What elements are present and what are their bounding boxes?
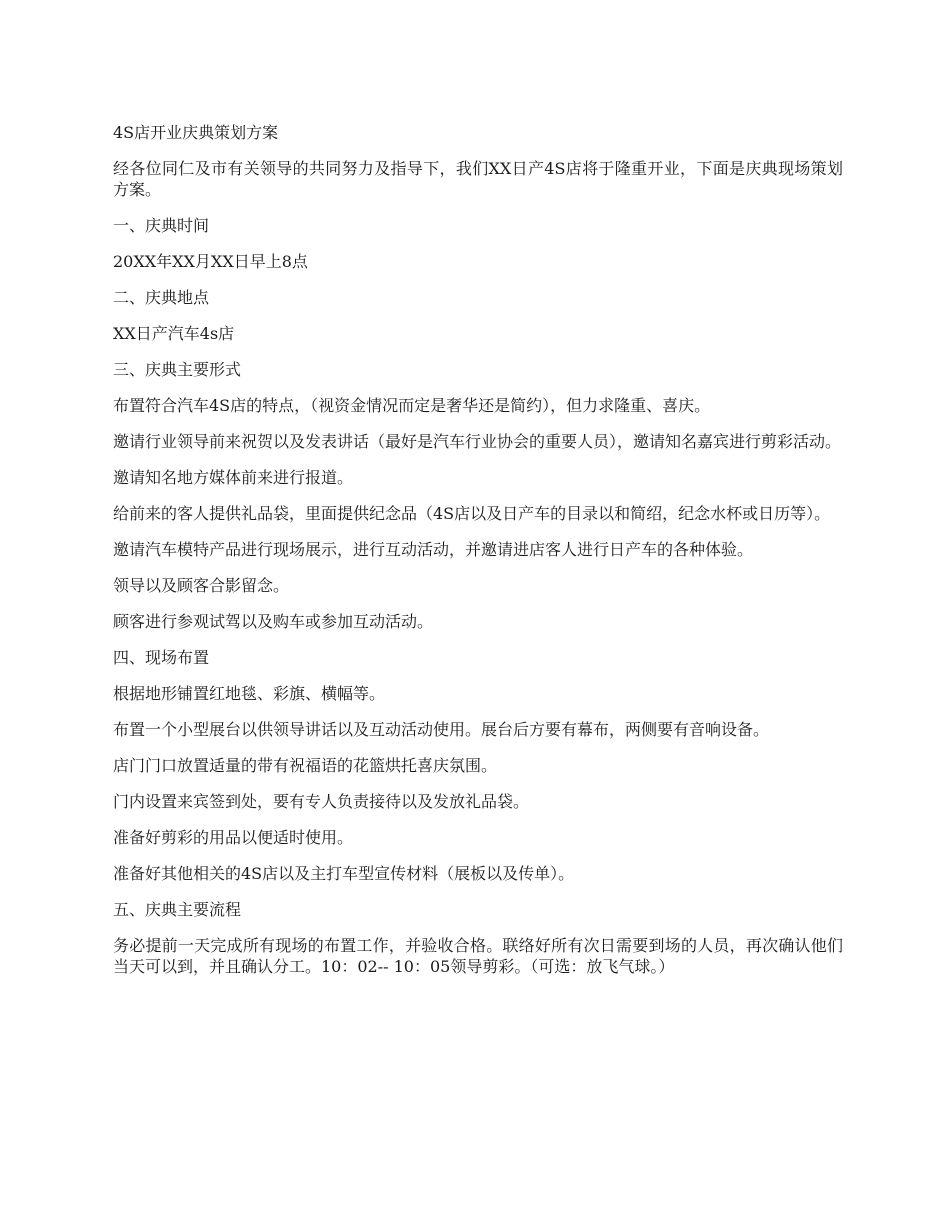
paragraph: 店门门口放置适量的带有祝福语的花篮烘托喜庆氛围。 xyxy=(113,756,498,775)
paragraph: 根据地形铺置红地毯、彩旗、横幅等。 xyxy=(113,684,386,703)
section-heading-location: 二、庆典地点 xyxy=(113,288,210,307)
paragraph: 布置符合汽车4S店的特点，（视资金情况而定是奢华还是简约），但力求隆重、喜庆。 xyxy=(113,396,711,415)
section-heading-layout: 四、现场布置 xyxy=(113,648,210,667)
paragraph: 准备好剪彩的用品以便适时使用。 xyxy=(113,828,354,847)
paragraph: 顾客进行参观试驾以及购车或参加互动活动。 xyxy=(113,612,434,631)
section-heading-process: 五、庆典主要流程 xyxy=(113,900,242,919)
paragraph: 布置一个小型展台以供领导讲话以及互动活动使用。展台后方要有幕布，两侧要有音响设备。 xyxy=(113,720,770,739)
intro-paragraph: 经各位同仁及市有关领导的共同努力及指导下，我们XX日产4S店将于隆重开业，下面是庆典现场策划方案。 xyxy=(113,159,843,199)
section-heading-time: 一、庆典时间 xyxy=(113,216,210,235)
paragraph: 准备好其他相关的4S店以及主打车型宣传材料（展板以及传单）。 xyxy=(113,864,575,883)
paragraph: 给前来的客人提供礼品袋，里面提供纪念品（4S店以及日产车的目录以和简绍，纪念水杯或日历等）。 xyxy=(113,504,831,523)
paragraph: 领导以及顾客合影留念。 xyxy=(113,576,290,595)
section-heading-format: 三、庆典主要形式 xyxy=(113,360,242,379)
paragraph: 邀请行业领导前来祝贺以及发表讲话（最好是汽车行业协会的重要人员），邀请知名嘉宾进行剪彩活动。 xyxy=(113,432,842,451)
paragraph: 邀请知名地方媒体前来进行报道。 xyxy=(113,468,354,487)
paragraph: 务必提前一天完成所有现场的布置工作，并验收合格。联络好所有次日需要到场的人员，再次确认他们当天可以到，并且确认分工。10：02-- 10：05领导剪彩。（可选：放飞气球。） xyxy=(113,936,843,976)
document-title: 4S店开业庆典策划方案 xyxy=(113,123,279,142)
paragraph-location: XX日产汽车4s店 xyxy=(113,324,235,343)
document-page xyxy=(113,122,843,992)
paragraph: 邀请汽车模特产品进行现场展示，进行互动活动，并邀请进店客人进行日产车的各种体验。 xyxy=(113,540,754,559)
paragraph: 门内设置来宾签到处，要有专人负责接待以及发放礼品袋。 xyxy=(113,792,530,811)
paragraph-time: 20XX年XX月XX日早上8点 xyxy=(113,252,308,271)
